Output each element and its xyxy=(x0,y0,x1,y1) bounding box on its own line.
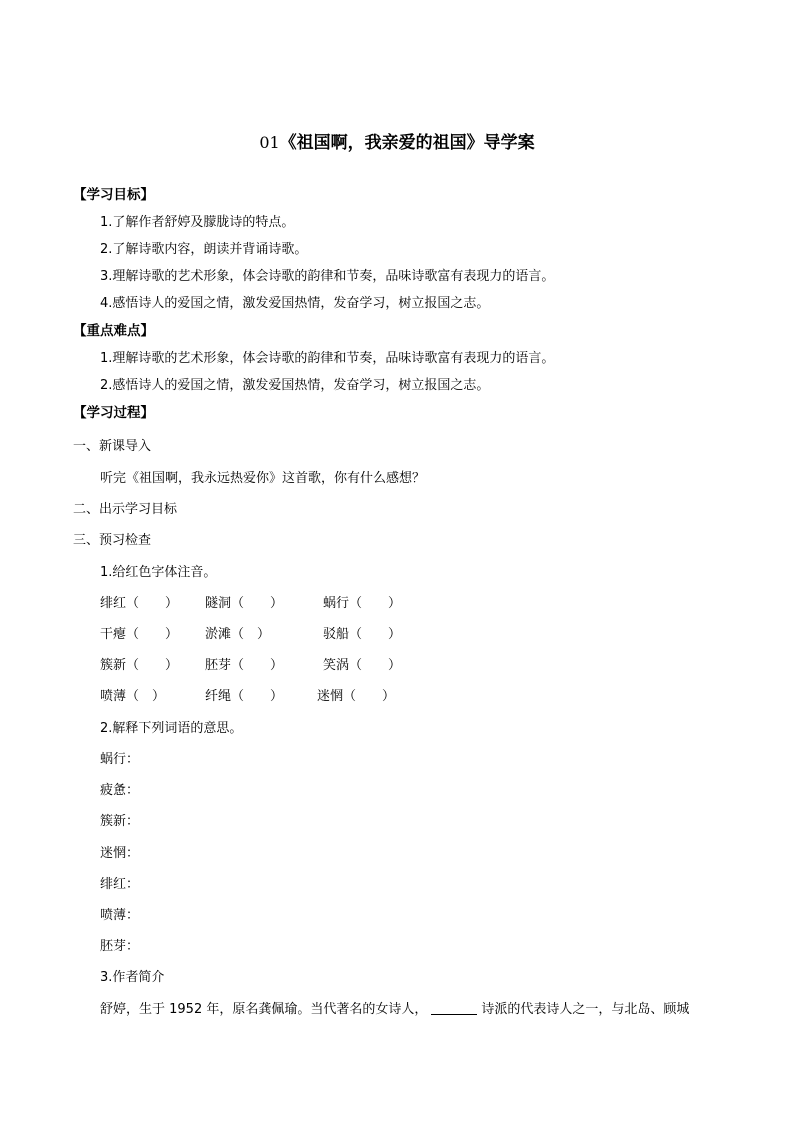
process-heading: 【学习过程】 xyxy=(73,405,154,421)
word-item: 胚芽： xyxy=(100,939,140,954)
title-number: 01 xyxy=(259,133,280,152)
author-bio xyxy=(100,998,689,1017)
question-3: 3.作者简介 xyxy=(100,970,165,985)
goal-item: 2.了解诗歌内容，朗读并背诵诗歌。 xyxy=(100,242,308,257)
word-item: 喷薄： xyxy=(100,908,140,923)
key-heading: 【重点难点】 xyxy=(73,323,154,339)
page-title xyxy=(0,128,794,153)
part-2-heading: 二、出示学习目标 xyxy=(73,502,178,517)
author-bio-part-2: 诗派的代表诗人之一，与北岛、顾城 xyxy=(481,1002,690,1017)
goal-item: 3.理解诗歌的艺术形象，体会诗歌的韵律和节奏，品味诗歌富有表现力的语言。 xyxy=(100,269,555,284)
pinyin-item: 笑涡（ ） xyxy=(323,658,402,673)
pinyin-item: 驳船（ ） xyxy=(323,627,402,642)
goals-heading: 【学习目标】 xyxy=(73,187,154,203)
word-item: 绯红： xyxy=(100,877,140,892)
key-item: 1.理解诗歌的艺术形象，体会诗歌的韵律和节奏，品味诗歌富有表现力的语言。 xyxy=(100,351,555,366)
part-1-text: 听完《祖国啊，我永远热爱你》这首歌，你有什么感想？ xyxy=(100,471,426,486)
pinyin-item: 簇新（ ） xyxy=(100,658,179,673)
goal-item: 1.了解作者舒婷及朦胧诗的特点。 xyxy=(100,215,295,230)
goal-item: 4.感悟诗人的爱国之情，激发爱国热情，发奋学习，树立报国之志。 xyxy=(100,296,490,311)
pinyin-item: 蜗行（ ） xyxy=(323,596,402,611)
word-item: 迷惘： xyxy=(100,846,140,861)
title-text: 《祖国啊，我亲爱的祖国》导学案 xyxy=(279,133,535,153)
key-item: 2.感悟诗人的爱国之情，激发爱国热情，发奋学习，树立报国之志。 xyxy=(100,378,490,393)
pinyin-item: 胚芽（ ） xyxy=(205,658,284,673)
pinyin-item: 喷薄（ ） xyxy=(100,689,166,704)
pinyin-item: 隧洞（ ） xyxy=(205,596,284,611)
pinyin-item: 淤滩（ ） xyxy=(205,627,271,642)
question-2: 2.解释下列词语的意思。 xyxy=(100,721,243,736)
author-bio-part-1: 舒婷，生于 1952 年，原名龚佩瑜。当代著名的女诗人， xyxy=(100,1002,428,1017)
word-item: 疲惫： xyxy=(100,783,140,798)
word-item: 蜗行： xyxy=(100,752,140,767)
pinyin-item: 干瘪（ ） xyxy=(100,627,179,642)
question-1: 1.给红色字体注音。 xyxy=(100,565,217,580)
part-3-heading: 三、预习检查 xyxy=(73,533,152,548)
pinyin-item: 迷惘（ ） xyxy=(317,689,396,704)
pinyin-item: 纤绳（ ） xyxy=(205,689,284,704)
part-1-heading: 一、新课导入 xyxy=(73,439,152,454)
fill-blank xyxy=(431,1002,477,1015)
pinyin-item: 绯红（ ） xyxy=(100,596,179,611)
word-item: 簇新： xyxy=(100,814,140,829)
